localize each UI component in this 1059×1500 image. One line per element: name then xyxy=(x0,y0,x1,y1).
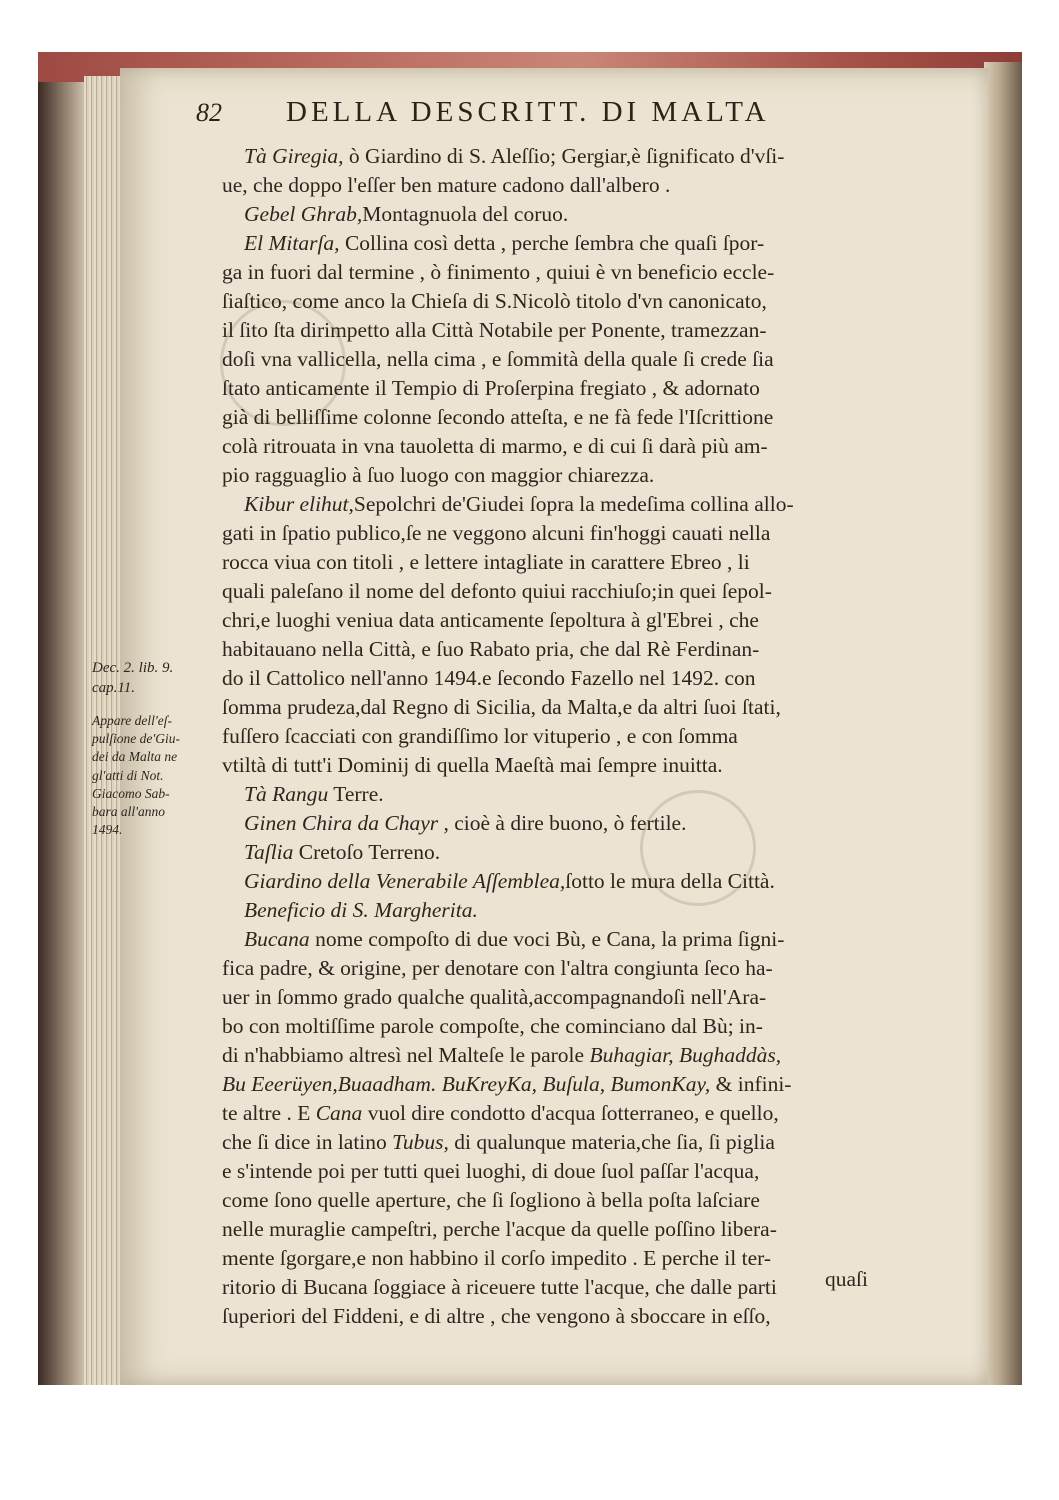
text-line xyxy=(222,751,904,780)
line-text: Collina così detta , perche ſembra che quaſi ſpor- xyxy=(339,231,765,255)
text-line xyxy=(222,519,904,548)
catchword: quaſi xyxy=(825,1267,868,1291)
line-text: Terre. xyxy=(328,782,384,806)
line-text: ò Giardino di S. Aleſſio; Gergiar,è ſignificato d'vſi- xyxy=(343,144,785,168)
text-line xyxy=(222,635,904,664)
line-text: nome compoſto di due voci Bù, e Cana, la prima ſigni- xyxy=(309,927,785,951)
text-line xyxy=(222,1302,904,1331)
line-text: & infini- xyxy=(710,1072,792,1096)
line-text: che ſi dice in latino xyxy=(222,1130,393,1154)
text-line xyxy=(222,200,904,229)
margin-note-line: dei da Malta ne xyxy=(92,749,178,765)
margin-note-line: pulſione de'Giu- xyxy=(92,731,180,747)
running-title: DELLA DESCRITT. DI MALTA xyxy=(286,96,770,128)
text-line xyxy=(222,345,904,374)
text-line xyxy=(222,461,904,490)
margin-note-line: bara all'anno xyxy=(92,804,166,820)
line-text: mente ſgorgare,e non habbino il corſo impedito . E perche il ter- xyxy=(222,1246,772,1270)
text-line xyxy=(222,374,904,403)
line-text: fica padre, & origine, per denotare con l'altra congiunta ſeco ha- xyxy=(222,956,773,980)
line-text: già di belliſſime colonne ſecondo atteſta, e ne fà fede l'Iſcrittione xyxy=(222,405,774,429)
book-binding-right xyxy=(984,62,1022,1385)
text-line xyxy=(222,1012,904,1041)
line-text: ſtato anticamente il Tempio di Proſerpina fregiato , & adornato xyxy=(222,376,760,400)
line-text: quali paleſano il nome del defonto quiui racchiuſo;in quei ſepol- xyxy=(222,579,772,603)
margin-note-line: Appare dell'eſ- xyxy=(92,713,172,728)
text-line xyxy=(222,867,904,896)
line-text: ſomma prudeza,dal Regno di Sicilia, da Malta,e da altri ſuoi ſtati, xyxy=(222,695,781,719)
text-line xyxy=(222,693,904,722)
text-line xyxy=(222,432,904,461)
text-line xyxy=(222,490,904,519)
text-line xyxy=(222,1128,904,1157)
page-header xyxy=(196,98,836,134)
text-line xyxy=(222,142,904,171)
line-text: ga in fuori dal termine , ò finimento , quiui è vn beneficio eccle- xyxy=(222,260,775,284)
margin-note-line: Giacomo Sab- xyxy=(92,785,170,801)
text-line xyxy=(222,548,904,577)
text-line xyxy=(222,954,904,983)
place-name: Taſlia xyxy=(244,840,294,864)
line-text: ſiaſtico, come anco la Chieſa di S.Nicolò titolo d'vn canonicato, xyxy=(222,289,767,313)
line-text: bo con moltiſſime parole compoſte, che cominciano dal Bù; in- xyxy=(222,1014,763,1038)
line-text: te altre . E xyxy=(222,1101,316,1125)
line-text: Sepolchri de'Giudei ſopra la medeſima collina allo- xyxy=(353,492,794,516)
text-line xyxy=(222,1215,904,1244)
line-text: ſuperiori del Fiddeni, e di altre , che vengono à sboccare in eſſo, xyxy=(222,1304,771,1328)
text-line xyxy=(222,403,904,432)
text-line xyxy=(222,316,904,345)
place-name: Tà Giregia, xyxy=(244,144,344,168)
text-line xyxy=(222,983,904,1012)
margin-note-line: 1494. xyxy=(92,822,123,838)
text-line xyxy=(222,577,904,606)
margin-note-line: gl'atti di Not. xyxy=(92,767,164,783)
text-line xyxy=(222,606,904,635)
text-line xyxy=(222,664,904,693)
line-text: Montagnuola del coruo. xyxy=(362,202,569,226)
text-line xyxy=(222,1186,904,1215)
body-text xyxy=(222,142,904,1331)
line-text: do il Cattolico nell'anno 1494.e ſecondo Fazello nel 1492. con xyxy=(222,666,756,690)
place-name: Ginen Chira da Chayr xyxy=(244,811,439,835)
place-name: Gebel Ghrab, xyxy=(244,202,363,226)
line-text: ue, che doppo l'eſſer ben mature cadono dall'albero . xyxy=(222,173,671,197)
text-line xyxy=(222,896,904,925)
line-text: nelle muraglie campeſtri, perche l'acque da quelle poſſino libera- xyxy=(222,1217,777,1241)
text-line xyxy=(222,780,904,809)
place-name: Giardino della Venerabile Aſſemblea, xyxy=(244,869,566,893)
place-name: Cana xyxy=(315,1101,363,1125)
line-text: chri,e luoghi veniua data anticamente ſepoltura à gl'Ebrei , che xyxy=(222,608,759,632)
line-text: colà ritrouata in vna tauoletta di marmo, e di cui ſi darà più am- xyxy=(222,434,768,458)
text-line xyxy=(222,809,904,838)
place-name: Bucana xyxy=(244,927,310,951)
text-line xyxy=(222,1273,904,1302)
text-line xyxy=(222,1099,904,1128)
text-line xyxy=(222,1041,904,1070)
place-name: Tubus, xyxy=(392,1130,449,1154)
margin-note-line: cap.11. xyxy=(92,680,136,696)
line-text: , cioè à dire buono, ò fertile. xyxy=(438,811,687,835)
place-name: Bu Eeerüyen,Buaadham. BuKreyKa, Buſula, BumonKay, xyxy=(222,1072,711,1096)
line-text: di n'habbiamo altresì nel Malteſe le parole xyxy=(222,1043,590,1067)
text-line xyxy=(222,229,904,258)
place-name: Beneficio di S. Margherita. xyxy=(244,898,478,922)
line-text: vtiltà di tutt'i Dominij di quella Maeſtà mai ſempre inuitta. xyxy=(222,753,723,777)
line-text: e s'intende poi per tutti quei luoghi, di doue ſuol paſſar l'acqua, xyxy=(222,1159,760,1183)
line-text: ſotto le mura della Città. xyxy=(565,869,775,893)
line-text: doſi vna vallicella, nella cima , e ſommità della quale ſi crede ſia xyxy=(222,347,774,371)
line-text: pio ragguaglio à ſuo luogo con maggior chiarezza. xyxy=(222,463,655,487)
text-line xyxy=(222,287,904,316)
line-text: habitauano nella Città, e ſuo Rabato pria, che dal Rè Ferdinan- xyxy=(222,637,760,661)
place-name: Buhagiar, Bughaddàs, xyxy=(589,1043,782,1067)
line-text: rocca viua con titoli , e lettere intagliate in carattere Ebreo , li xyxy=(222,550,750,574)
line-text: ritorio di Bucana ſoggiace à riceuere tutte l'acque, che dalle parti xyxy=(222,1275,777,1299)
text-line xyxy=(222,722,904,751)
text-line xyxy=(222,1157,904,1186)
place-name: El Mitarſa, xyxy=(244,231,340,255)
place-name: Kibur elihut, xyxy=(244,492,354,516)
line-text: gati in ſpatio publico,ſe ne veggono alcuni fin'hoggi cauati nella xyxy=(222,521,771,545)
line-text: uer in ſommo grado qualche qualità,accompagnandoſi nell'Ara- xyxy=(222,985,767,1009)
place-name: Tà Rangu xyxy=(244,782,329,806)
text-line xyxy=(222,1070,904,1099)
margin-note-expulsion xyxy=(92,712,210,839)
line-text: come ſono quelle aperture, che ſi ſogliono à bella poſta laſciare xyxy=(222,1188,760,1212)
margin-note-line: Dec. 2. lib. 9. xyxy=(92,660,174,676)
text-line xyxy=(222,838,904,867)
line-text: vuol dire condotto d'acqua ſotterraneo, e quello, xyxy=(362,1101,779,1125)
text-line xyxy=(222,171,904,200)
line-text: Cretoſo Terreno. xyxy=(293,840,441,864)
line-text: il ſito ſta dirimpetto alla Città Notabile per Ponente, tramezzan- xyxy=(222,318,767,342)
line-text: di qualunque materia,che ſia, ſi piglia xyxy=(448,1130,775,1154)
book-binding-left xyxy=(38,82,88,1385)
text-line xyxy=(222,925,904,954)
line-text: fuſſero ſcacciati con grandiſſimo lor vituperio , e con ſomma xyxy=(222,724,738,748)
text-line xyxy=(222,258,904,287)
margin-note-reference xyxy=(92,658,210,698)
text-line xyxy=(222,1244,904,1273)
page-number: 82 xyxy=(196,98,222,127)
